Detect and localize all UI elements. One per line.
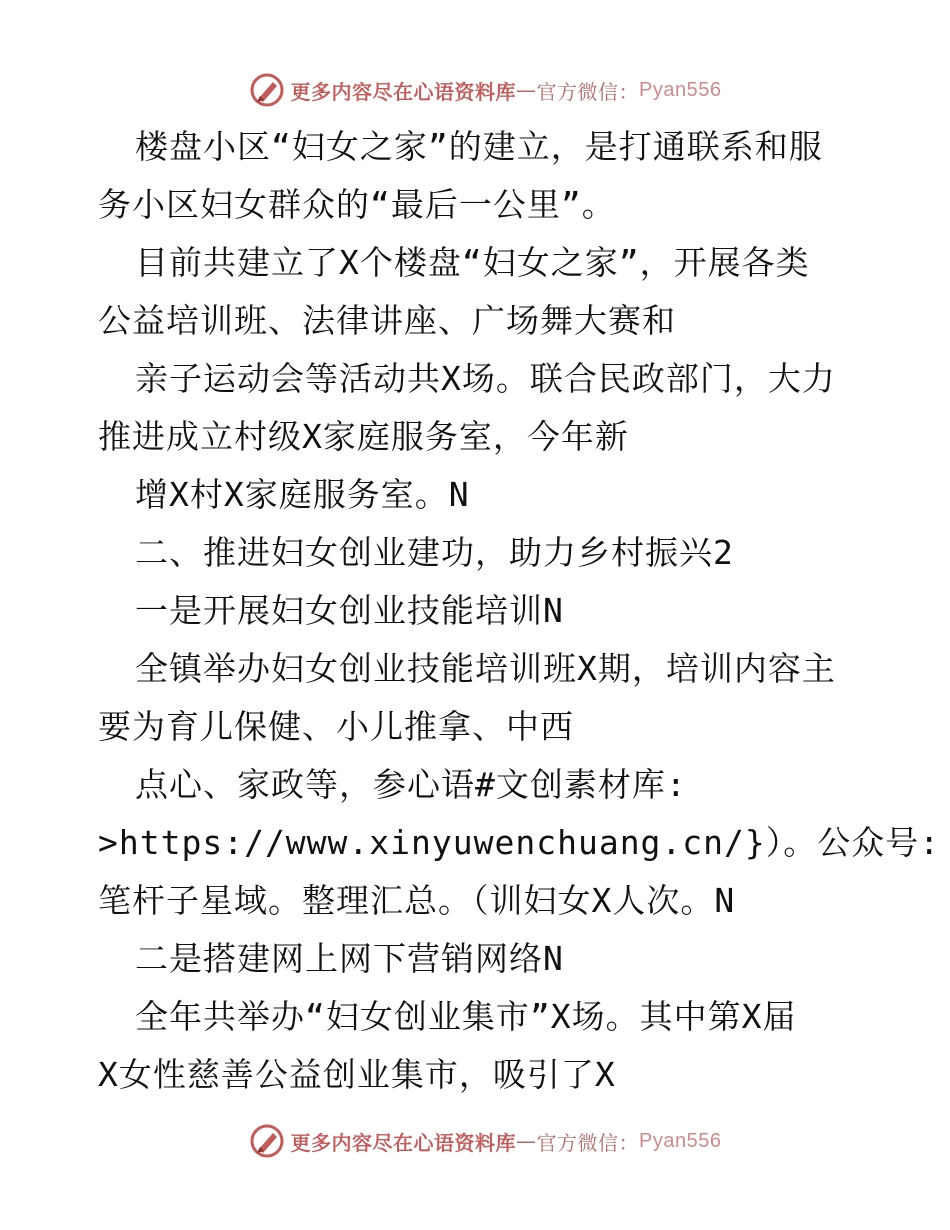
paragraph-line: 点心、家政等，参心语#文创素材库:	[135, 765, 687, 804]
watermark-main-text: 更多内容尽在心语资料库	[290, 79, 517, 104]
subsection-heading: 二是搭建网上网下营销网络N	[135, 939, 564, 978]
pen-logo-icon	[249, 1123, 285, 1159]
paragraph-line: 目前共建立了X个楼盘“妇女之家”，开展各类	[135, 243, 810, 282]
watermark-wechat-id: Pyan556	[639, 1129, 722, 1152]
subsection-heading: 一是开展妇女创业技能培训N	[135, 591, 564, 630]
paragraph-line: 推进成立村级X家庭服务室，今年新	[98, 417, 629, 456]
paragraph-line: 务小区妇女群众的“最后一公里”。	[98, 185, 616, 224]
watermark-sub-text: 官方微信：	[536, 1130, 640, 1155]
watermark-dash: —	[516, 1129, 537, 1153]
paragraph-line: 要为育儿保健、小儿推拿、中西	[98, 707, 574, 746]
paragraph-line: X女性慈善公益创业集市，吸引了X	[98, 1055, 616, 1094]
pen-logo-icon	[249, 72, 285, 108]
footer-watermark	[0, 1121, 950, 1161]
paragraph-line: >https://www.xinyuwenchuang.cn/}）。公众号:	[98, 823, 941, 862]
watermark-sub-text: 官方微信：	[536, 79, 640, 104]
header-watermark	[0, 70, 950, 110]
paragraph-line: 笔杆子星域。整理汇总。（训妇女X人次。N	[98, 881, 736, 920]
paragraph-line: 亲子运动会等活动共X场。联合民政部门，大力	[135, 359, 836, 398]
paragraph-line: 全年共举办“妇女创业集市”X场。其中第X届	[135, 997, 797, 1036]
paragraph-line: 公益培训班、法律讲座、广场舞大赛和	[98, 301, 676, 340]
watermark-main-text: 更多内容尽在心语资料库	[290, 1130, 517, 1155]
paragraph-line: 全镇举办妇女创业技能培训班X期，培训内容主	[135, 649, 836, 688]
watermark-wechat-id: Pyan556	[639, 78, 722, 101]
paragraph-line: 楼盘小区“妇女之家”的建立，是打通联系和服	[135, 127, 823, 166]
section-heading: 二、推进妇女创业建功，助力乡村振兴2	[135, 533, 734, 572]
paragraph-line: 增X村X家庭服务室。N	[135, 475, 470, 514]
watermark-dash: —	[516, 78, 537, 102]
document-body	[98, 118, 941, 1104]
